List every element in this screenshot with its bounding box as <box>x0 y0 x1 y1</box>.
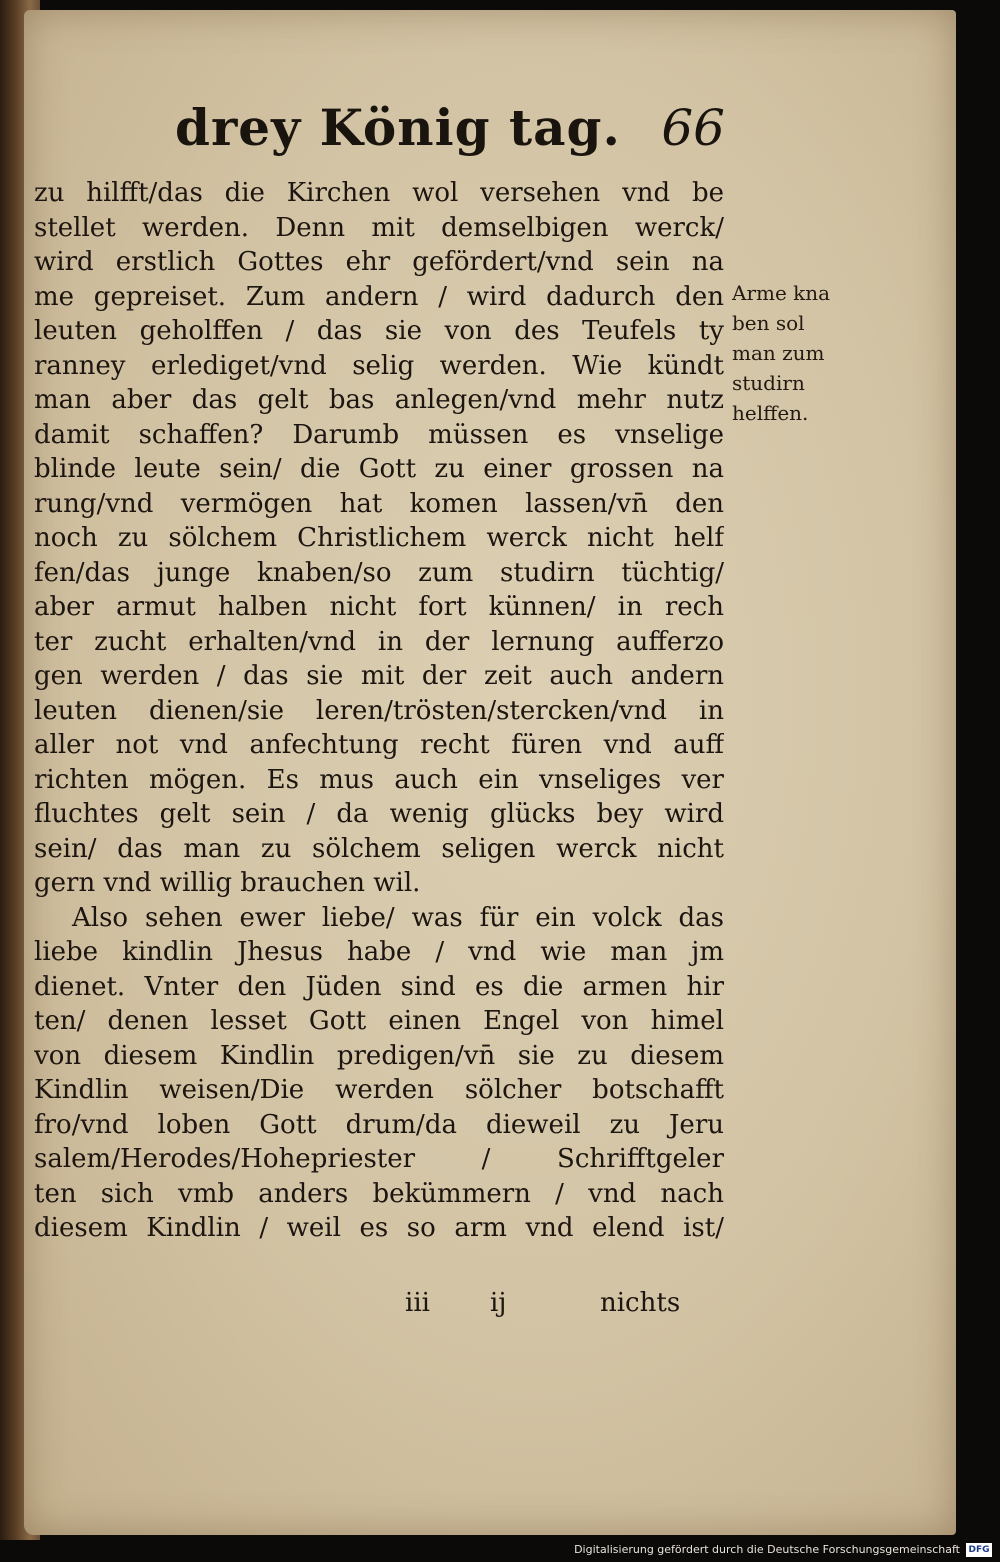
text-line: gen werden / das sie mit der zeit auch andern <box>34 661 724 691</box>
text-line: sein/ das man zu sölchem seligen werck nicht <box>34 833 724 864</box>
text-line: man aber das gelt bas anlegen/vnd mehr nutz <box>34 385 724 415</box>
text-line: ten/ denen lesset Gott einen Engel von himel <box>34 1006 724 1036</box>
text-line: ranney erlediget/vnd selig werden. Wie kündt <box>34 350 724 381</box>
text-line: aber armut halben nicht fort künnen/ in rech <box>34 592 724 622</box>
text-line: Kindlin weisen/Die werden sölcher botschafft <box>34 1075 724 1105</box>
catchword: nichts <box>600 1288 681 1318</box>
signature-mark-secondary: ij <box>490 1288 507 1318</box>
text-line: blinde leute sein/ die Gott zu einer grossen na <box>34 454 724 484</box>
footer-bar <box>0 1540 1000 1562</box>
page-header <box>175 98 735 168</box>
text-line: zu hilfft/das die Kirchen wol versehen vnd be <box>34 178 724 208</box>
marginal-note-line: man zum <box>732 341 825 365</box>
text-line: ten sich vmb anders bekümmern / vnd nach <box>34 1178 724 1209</box>
text-line: fro/vnd loben Gott drum/da dieweil zu Jeru <box>34 1109 724 1140</box>
folio-number: 66 <box>661 99 725 157</box>
text-line: damit schaffen? Darumb müssen es vnselige <box>34 419 724 450</box>
text-line: fen/das junge knaben/so zum studirn tüchtig/ <box>34 557 724 588</box>
text-line: fluchtes gelt sein / da wenig glücks bey wird <box>34 799 724 829</box>
marginal-note-line: studirn <box>732 371 805 395</box>
marginal-note-line: ben sol <box>732 311 805 335</box>
signature-mark: iii <box>405 1288 430 1318</box>
text-line: liebe kindlin Jhesus habe / vnd wie man jm <box>34 937 724 967</box>
text-line: Also sehen ewer liebe/ was für ein volck das <box>72 902 724 933</box>
text-line: noch zu sölchem Christlichem werck nicht helf <box>34 523 724 553</box>
running-title: drey König tag. <box>175 98 621 157</box>
marginal-note-line: Arme kna <box>732 281 831 305</box>
text-line: stellet werden. Denn mit demselbigen werck/ <box>34 212 724 243</box>
funding-credit: Digitalisierung gefördert durch die Deutsche Forschungsgemeinschaft <box>574 1543 960 1556</box>
text-line: me gepreiset. Zum andern / wird dadurch den <box>34 281 724 312</box>
text-line: rung/vnd vermögen hat komen lassen/vn̄ den <box>34 488 724 519</box>
text-line: gern vnd willig brauchen wil. <box>34 868 421 898</box>
text-line: leuten dienen/sie leren/trösten/stercken/vnd in <box>34 695 724 726</box>
text-line: dienet. Vnter den Jüden sind es die armen hir <box>34 971 724 1002</box>
text-line: aller not vnd anfechtung recht füren vnd auff <box>34 730 724 760</box>
text-line: wird erstlich Gottes ehr gefördert/vnd sein na <box>34 247 724 277</box>
dfg-logo: DFG <box>966 1543 992 1557</box>
marginal-note <box>732 278 872 428</box>
main-text-block <box>34 176 724 1246</box>
text-line: salem/Herodes/Hohepriester / Schrifftgeler <box>34 1144 724 1174</box>
marginal-note-line: helffen. <box>732 401 809 425</box>
text-line: leuten geholffen / das sie von des Teufels ty <box>34 316 724 346</box>
text-line: diesem Kindlin / weil es so arm vnd elend ist/ <box>34 1213 724 1243</box>
text-line: von diesem Kindlin predigen/vn̄ sie zu diesem <box>34 1040 724 1071</box>
text-line: richten mögen. Es mus auch ein vnseliges ver <box>34 764 724 795</box>
text-line: ter zucht erhalten/vnd in der lernung aufferzo <box>34 626 724 657</box>
